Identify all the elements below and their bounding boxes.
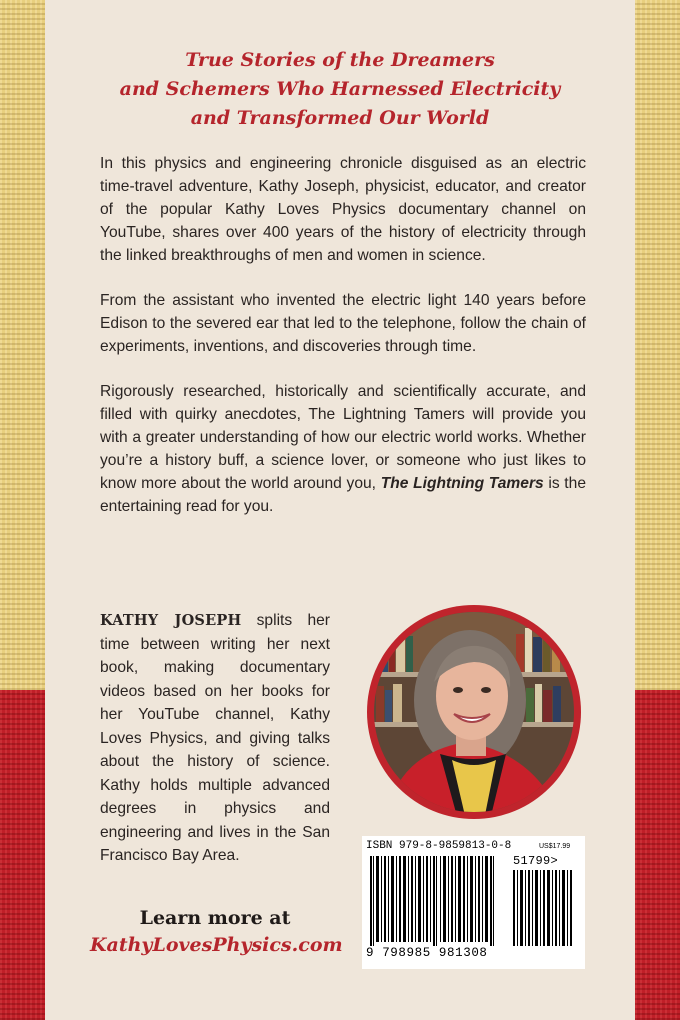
author-portrait	[366, 604, 582, 820]
book-title-emphasis: The Lightning Tamers	[380, 475, 544, 492]
author-website-link[interactable]: KathyLovesPhysics.com	[90, 934, 343, 956]
barcode-addon-digits: 51799>	[513, 854, 559, 868]
description-p3-text: Rigorously researched, historically and scientifically accurate, and filled with quirky anecdotes, The Lightning Tamers will provide you with a greater understanding of how our electric world works. Whether you’re a history buff, a science lover, or someone who just likes to know more about the world around you,	[100, 383, 586, 492]
barcode-price: US$17.99	[539, 843, 571, 850]
barcode-ean-digits: 9 798985 981308	[366, 946, 488, 960]
isbn-text: ISBN 979-8-9859813-0-8	[366, 840, 512, 852]
tagline	[60, 46, 620, 133]
isbn-barcode	[362, 836, 585, 969]
tagline-line-3: and Transformed Our World	[190, 107, 490, 129]
book-description	[100, 152, 586, 540]
left-border	[0, 0, 45, 1020]
author-name: KATHY JOSEPH	[100, 612, 242, 629]
description-p3-ending: is the entertaining read for you.	[100, 475, 586, 515]
right-border	[635, 0, 680, 1020]
description-paragraph-1: In this physics and engineering chronicle disguised as an electric time-travel adventure, Kathy Joseph, physicist, educator, and creator of the popular Kathy Loves Physics documentary channel on YouTube, shares over 400 years of the history of electricity through the linked breakthroughs of men and women in science.	[100, 155, 586, 264]
description-paragraph-3	[100, 380, 586, 518]
left-border-red	[0, 690, 45, 1020]
author-bio	[100, 609, 330, 868]
right-border-yellow	[635, 0, 680, 690]
right-border-red	[635, 690, 680, 1020]
left-border-yellow	[0, 0, 45, 690]
learn-more-label: Learn more at	[139, 907, 291, 929]
description-paragraph-2: From the assistant who invented the electric light 140 years before Edison to the severed ear that led to the telephone, follow the chain of experiments, inventions, and discoveries through time.	[100, 292, 586, 355]
author-bio-text: splits her time between writing her next book, making documentary videos based on her books for her YouTube channel, Kathy Loves Physics, and giving talks about the history of science. Kathy holds multiple advanced degrees in physics and engineering and lives in the San Francisco Bay Area.	[100, 612, 330, 864]
tagline-line-2: and Schemers Who Harnessed Electricity	[119, 78, 561, 100]
tagline-line-1: True Stories of the Dreamers	[185, 49, 495, 71]
